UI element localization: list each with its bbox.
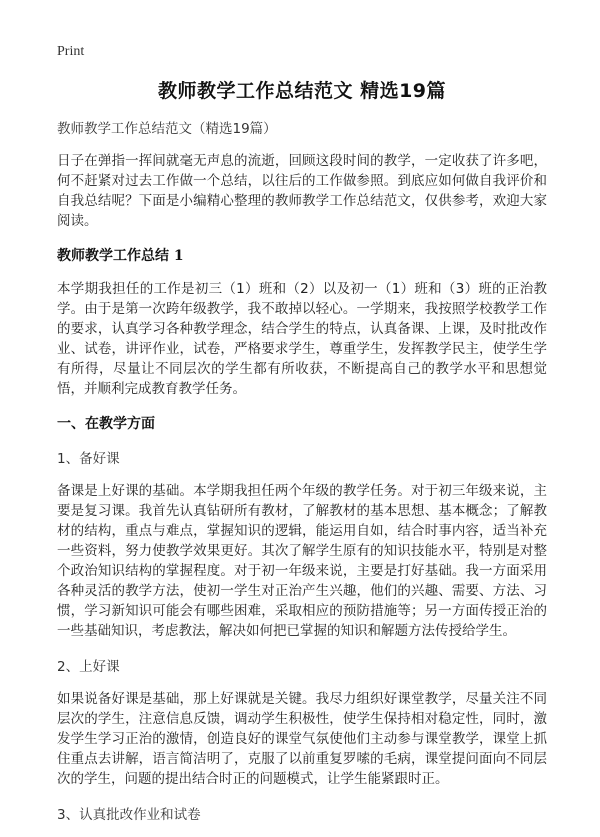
document-body (57, 76, 547, 837)
item-heading-2: 2、上好课 (57, 659, 120, 675)
item-1-paragraph: 备课是上好课的基础。本学期我担任两个年级的教学任务。对于初三年级来说，主要是复习课。我首先认真钻研所有教材，了解教材的基本思想、基本概念；了解教材的结构，重点与难点，掌握知识的逻辑，能运用自如，结合时事内容，适当补充一些资料，努力使教学效果更好。其次了解学生原有的知识技能水平，特别是对整个政治知识结构的掌握程度。对于初一年级来说，主要是打好基础。我一方面采用各种灵活的教学方法，使初一学生对正治产生兴趣，他们的兴趣、需要、方法、习惯，学习新知识可能会有哪些困难，采取相应的预防措施等；另一方面传授正治的一些基础知识，考虑教法，解决如何把已掌握的知识和解题方法传授给学生。 (57, 483, 547, 639)
section-1-paragraph: 本学期我担任的工作是初三（1）班和（2）以及初一（1）班和（3）班的正治教学。由于是第一次跨年级教学，我不敢掉以轻心。一学期来，我按照学校教学工作的要求，认真学习各种教学理念，结合学生的特点，认真备课、上课，及时批改作业、试卷，讲评作业，试卷，严格要求学生，尊重学生，发挥教学民主，使学生学有所得，尽量让不同层次的学生都有所收获，不断提高自己的教学水平和思想觉悟，并顺利完成教育教学任务。 (57, 281, 547, 397)
item-heading-1: 1、备好课 (57, 451, 120, 467)
intro-paragraph: 日子在弹指一挥间就毫无声息的流逝，回顾这段时间的教学，一定收获了许多吧，何不赶紧对过去工作做一个总结，以往后的工作做参照。到底应如何做自我评价和自我总结呢？下面是小编精心整理的教师教学工作总结范文，仅供参考，欢迎大家阅读。 (57, 153, 547, 229)
document-title: 教师教学工作总结范文 精选19篇 (157, 80, 447, 102)
item-2-paragraph: 如果说备好课是基础，那上好课就是关键。我尽力组织好课堂教学，尽量关注不同层次的学生，注意信息反馈，调动学生积极性，使学生保持相对稳定性，同时，激发学生学习正治的激情，创造良好的课堂气氛使他们主动参与课堂教学，课堂上抓住重点去讲解，语言简洁明了，克服了以前重复罗嗦的毛病，课堂提问面向不同层次的学生，问题的提出结合时正的问题模式，让学生能紧跟时正。 (57, 691, 547, 787)
part-heading-teaching: 一、在教学方面 (57, 416, 155, 432)
section-heading-1: 教师教学工作总结 1 (57, 248, 184, 264)
print-link[interactable]: Print (57, 44, 85, 59)
item-heading-3: 3、认真批改作业和试卷 (57, 807, 201, 823)
document-subtitle: 教师教学工作总结范文（精选19篇） (57, 121, 277, 137)
